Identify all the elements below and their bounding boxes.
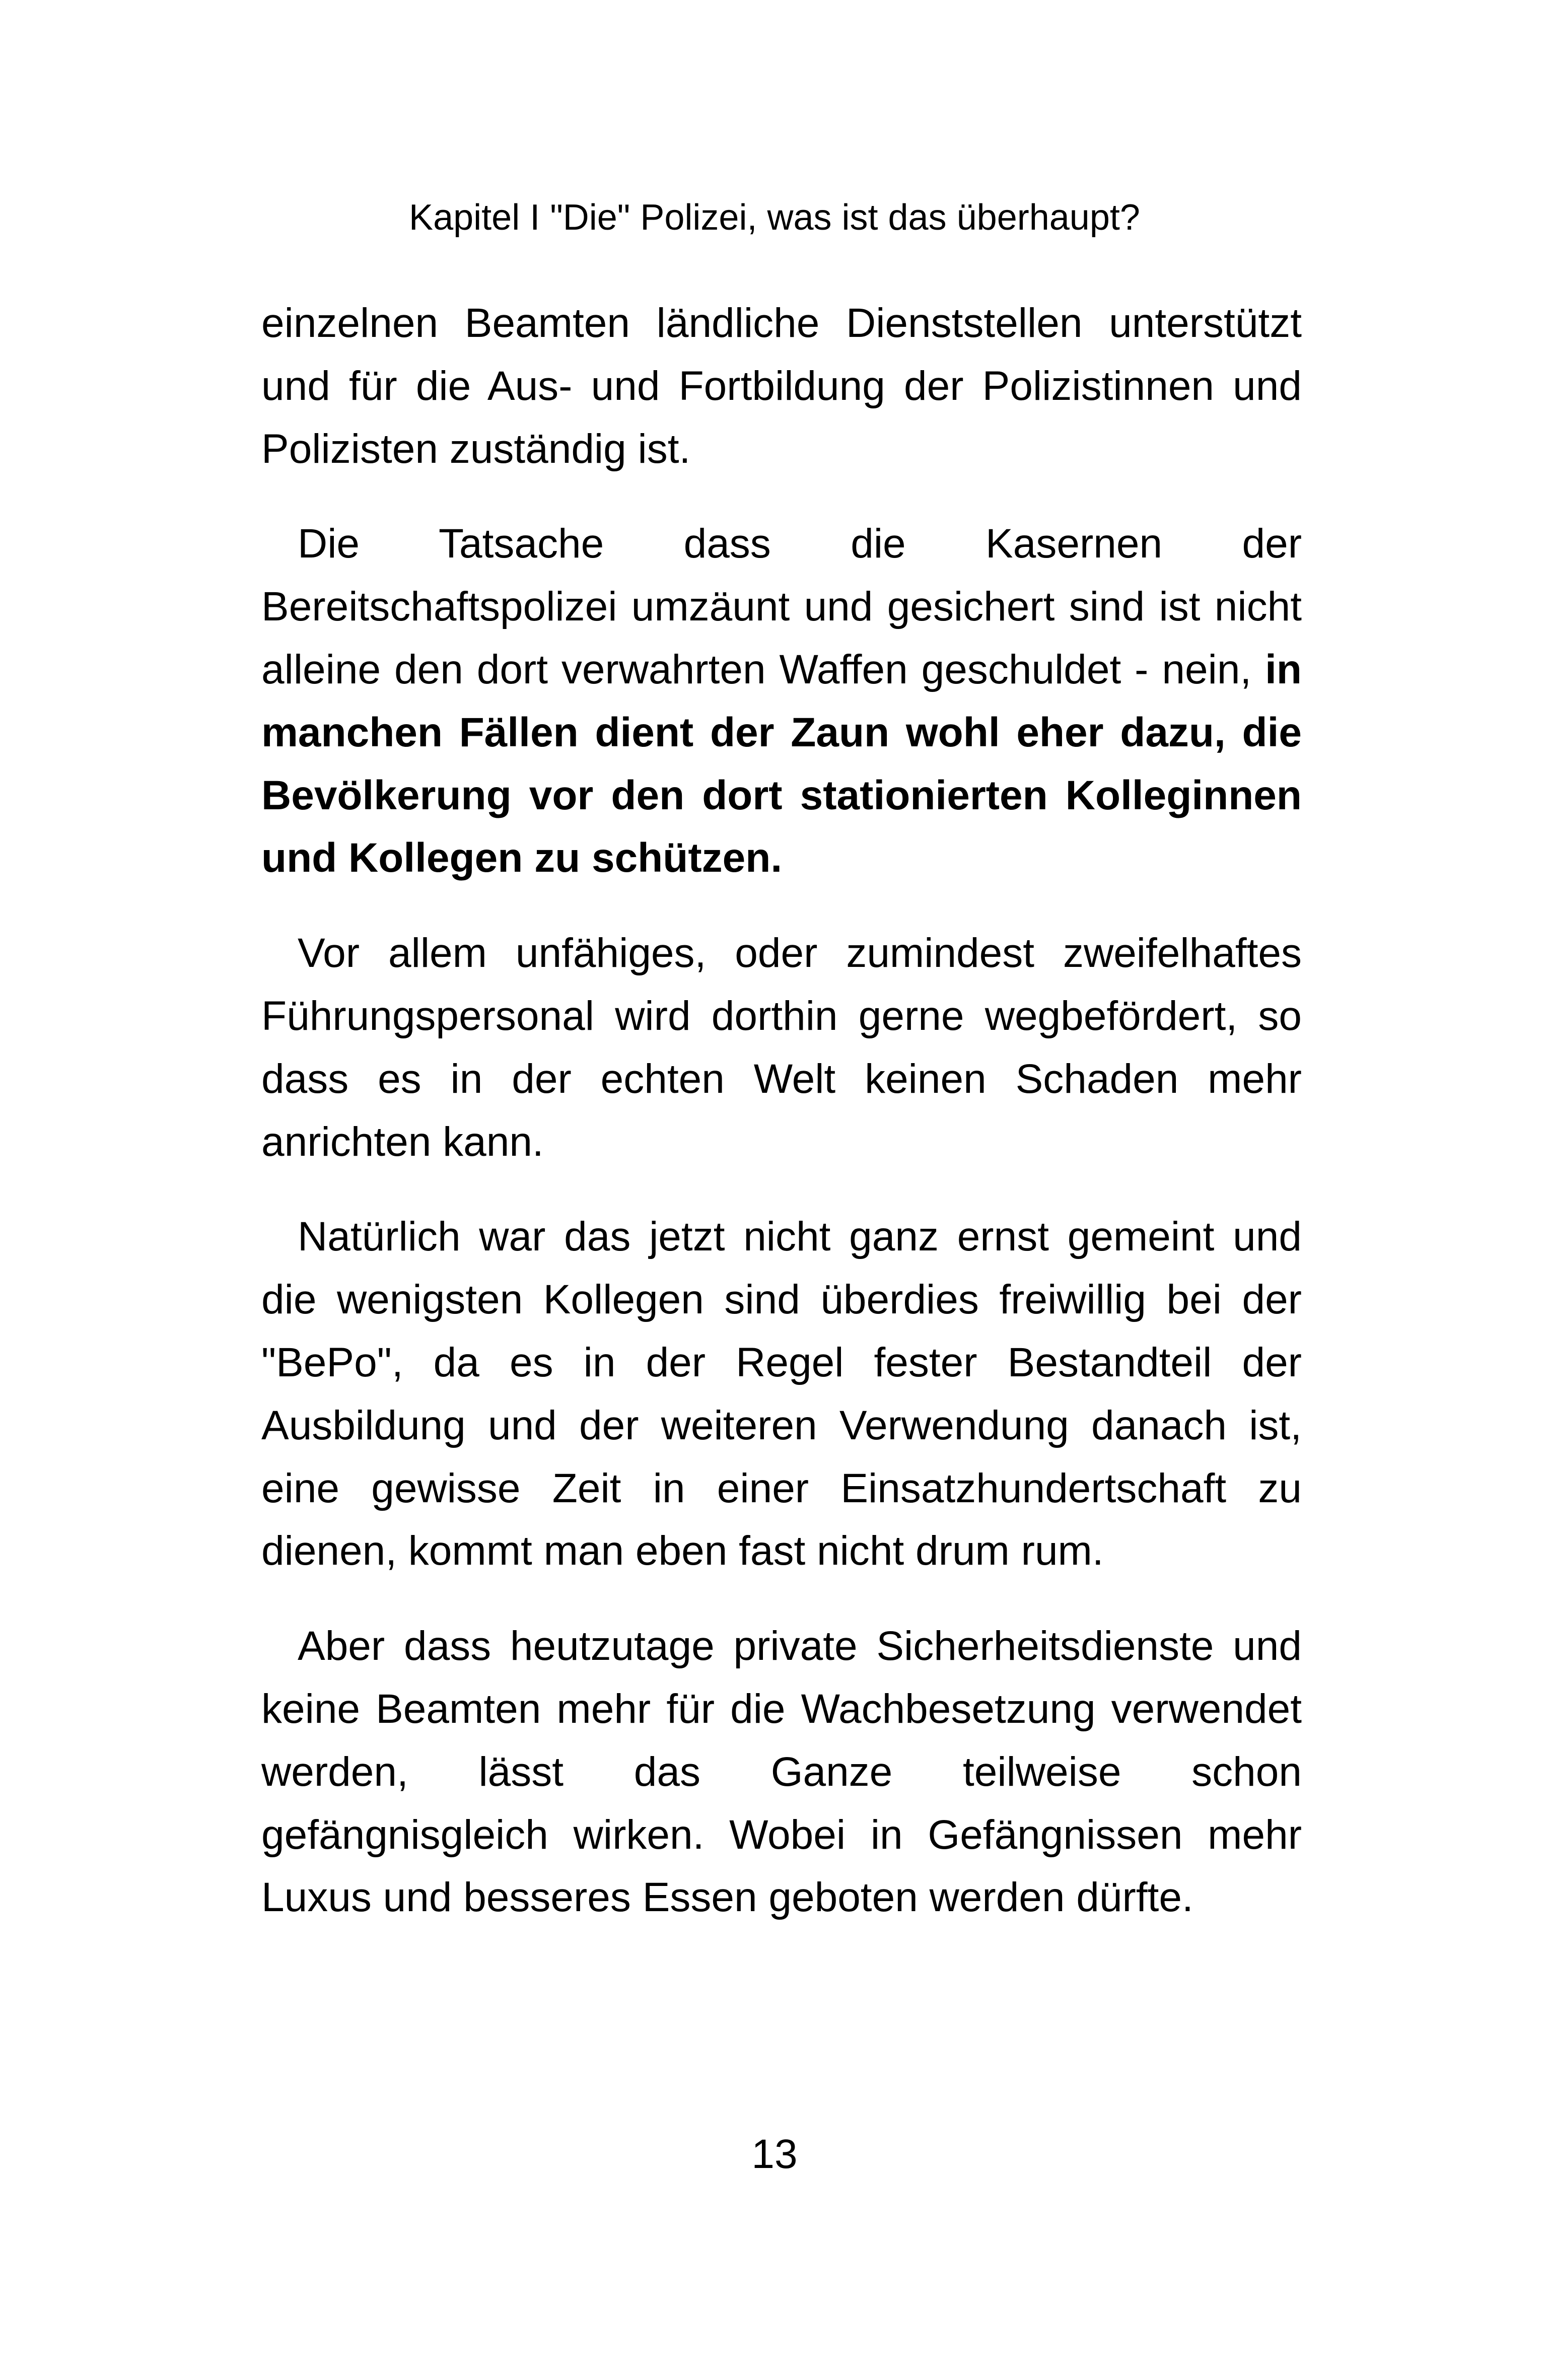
paragraph-5: Aber dass heutzutage private Sicherheitsdienste und keine Beamten mehr für die Wachbesetzung verwendet werden, lässt das Ganze teilweise schon gefängnisgleich wirken. Wobei in Gefängnissen mehr Luxus und besseres Essen geboten werden dürfte. bbox=[261, 1623, 1302, 1921]
paragraph-1: einzelnen Beamten ländliche Dienststellen unterstützt und für die Aus- und Fortbildung der Polizistinnen und Polizisten zuständig ist. bbox=[261, 300, 1302, 472]
paragraph-3: Vor allem unfähiges, oder zumindest zweifelhaftes Führungspersonal wird dorthin gerne wegbefördert, so dass es in der echten Welt keinen Schaden mehr anrichten kann. bbox=[261, 930, 1302, 1165]
body-text bbox=[261, 292, 1302, 1929]
paragraph-2 bbox=[261, 513, 1302, 890]
running-header: Kapitel I "Die" Polizei, was ist das überhaupt? bbox=[409, 197, 1140, 238]
page-number: 13 bbox=[751, 2131, 798, 2177]
paragraph-4: Natürlich war das jetzt nicht ganz ernst gemeint und die wenigsten Kollegen sind überdies freiwillig bei der "BePo", da es in der Regel fester Bestandteil der Ausbildung und der weiteren Verwendung danach ist, eine gewisse Zeit in einer Einsatzhundertschaft zu dienen, kommt man eben fast nicht drum rum. bbox=[261, 1214, 1302, 1574]
paragraph-2-regular-text: Die Tatsache dass die Kasernen der Bereitschaftspolizei umzäunt und gesichert sind ist nicht alleine den dort verwahrten Waffen geschuldet - nein, bbox=[261, 521, 1302, 692]
paragraph-2-bold-text: in manchen Fällen dient der Zaun wohl eher dazu, die Bevölkerung vor den dort stationierten Kolleginnen und Kollegen zu schützen. bbox=[261, 646, 1302, 881]
